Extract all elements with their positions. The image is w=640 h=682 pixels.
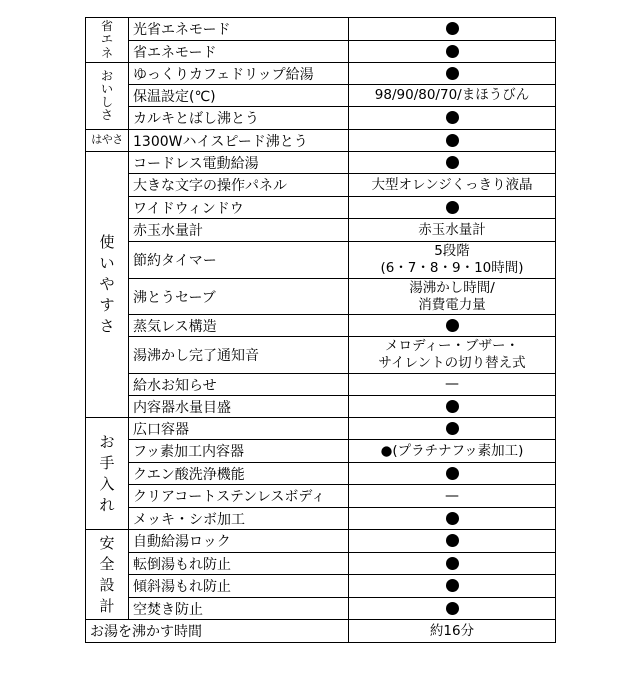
- value-cell: [349, 279, 556, 315]
- filled-circle-icon: [446, 156, 459, 169]
- boil-time-value: 約16分: [349, 620, 556, 643]
- filled-circle-icon: [446, 467, 459, 480]
- table-row: [86, 485, 556, 508]
- value-cell: [349, 130, 556, 152]
- feature-cell: フッ素加工内容器: [129, 440, 349, 463]
- table-row: [86, 508, 556, 530]
- value-cell: [349, 598, 556, 620]
- filled-circle-icon: [446, 67, 459, 80]
- value-cell: [349, 63, 556, 85]
- table-row: [86, 396, 556, 418]
- value-text: 消費電力量: [418, 296, 486, 313]
- value-cell: [349, 374, 556, 396]
- value-cell: [349, 530, 556, 553]
- table-row: [86, 418, 556, 440]
- feature-cell: 沸とうセーブ: [129, 279, 349, 315]
- category-care: [86, 418, 129, 530]
- value-cell: [349, 463, 556, 485]
- table-row: [86, 197, 556, 219]
- spec-table: [85, 17, 556, 643]
- feature-cell: 傾斜湯もれ防止: [129, 575, 349, 598]
- filled-circle-icon: [446, 111, 459, 124]
- table-row: [86, 374, 556, 396]
- feature-cell: 給水お知らせ: [129, 374, 349, 396]
- value-cell: [349, 219, 556, 242]
- filled-circle-icon: [446, 534, 459, 547]
- filled-circle-icon: [446, 45, 459, 58]
- table-row: [86, 530, 556, 553]
- feature-cell: 保温設定(℃): [129, 85, 349, 107]
- value-cell: [349, 553, 556, 575]
- value-text: サイレントの切り替え式: [378, 355, 526, 371]
- boil-time-label: お湯を沸かす時間: [86, 620, 349, 643]
- not-available-dash: —: [445, 487, 459, 504]
- feature-cell: クリアコートステンレスボディ: [129, 485, 349, 508]
- value-text: 赤玉水量計: [418, 221, 486, 238]
- table-row: [86, 41, 556, 63]
- value-cell: [349, 337, 556, 374]
- feature-cell: メッキ・シボ加工: [129, 508, 349, 530]
- table-row: [86, 174, 556, 197]
- table-row: [86, 219, 556, 242]
- not-available-dash: —: [445, 376, 459, 392]
- value-cell: [349, 107, 556, 130]
- table-row: [86, 85, 556, 107]
- feature-cell: 内容器水量目盛: [129, 396, 349, 418]
- value-cell: [349, 18, 556, 41]
- value-cell: [349, 152, 556, 174]
- feature-cell: 1300Wハイスピード沸とう: [129, 130, 349, 152]
- value-cell: [349, 197, 556, 219]
- value-cell: [349, 575, 556, 598]
- value-cell: [349, 396, 556, 418]
- table-row: [86, 315, 556, 337]
- feature-cell: 光省エネモード: [129, 18, 349, 41]
- filled-circle-icon: [446, 512, 459, 525]
- value-cell: [349, 242, 556, 279]
- table-row: [86, 152, 556, 174]
- total-row: [86, 620, 556, 643]
- value-text: 5段階: [434, 243, 470, 259]
- category-label: はやさ: [91, 133, 123, 147]
- feature-cell: 省エネモード: [129, 41, 349, 63]
- feature-cell: 蒸気レス構造: [129, 315, 349, 337]
- value-text: メロディー・ブザー・: [385, 338, 519, 354]
- filled-circle-icon: [446, 579, 459, 592]
- table-row: [86, 107, 556, 130]
- category-speed: [86, 130, 129, 152]
- filled-circle-icon: [446, 400, 459, 413]
- category-eco: [86, 18, 129, 63]
- category-label: お手入れ: [99, 432, 115, 514]
- table-row: [86, 598, 556, 620]
- value-cell: [349, 440, 556, 463]
- table-row: [86, 440, 556, 463]
- filled-circle-icon: [446, 422, 459, 435]
- filled-circle-icon: [446, 134, 459, 147]
- feature-cell: 赤玉水量計: [129, 219, 349, 242]
- category-usability: [86, 152, 129, 418]
- filled-circle-icon: [446, 602, 459, 615]
- category-label: おいしさ: [100, 68, 113, 123]
- feature-cell: ワイドウィンドウ: [129, 197, 349, 219]
- table-row: [86, 279, 556, 315]
- category-label: 省エネ: [100, 19, 113, 60]
- feature-cell: 広口容器: [129, 418, 349, 440]
- table-row: [86, 130, 556, 152]
- feature-cell: ゆっくりカフェドリップ給湯: [129, 63, 349, 85]
- table-row: [86, 553, 556, 575]
- table-row: [86, 63, 556, 85]
- feature-cell: 自動給湯ロック: [129, 530, 349, 553]
- category-safety: [86, 530, 129, 620]
- value-cell: [349, 85, 556, 107]
- value-text: ●(プラチナフッ素加工): [380, 442, 524, 459]
- feature-cell: 空焚き防止: [129, 598, 349, 620]
- table-row: [86, 18, 556, 41]
- filled-circle-icon: [446, 201, 459, 214]
- value-cell: [349, 315, 556, 337]
- feature-cell: 大きな文字の操作パネル: [129, 174, 349, 197]
- value-text: 大型オレンジくっきり液晶: [371, 176, 533, 193]
- feature-cell: 湯沸かし完了通知音: [129, 337, 349, 374]
- table-row: [86, 242, 556, 279]
- value-cell: [349, 485, 556, 508]
- feature-cell: コードレス電動給湯: [129, 152, 349, 174]
- value-text: 98/90/80/70/まほうびん: [374, 87, 530, 103]
- filled-circle-icon: [446, 319, 459, 332]
- value-cell: [349, 508, 556, 530]
- table-row: [86, 337, 556, 374]
- feature-cell: 転倒湯もれ防止: [129, 553, 349, 575]
- table-row: [86, 463, 556, 485]
- category-taste: [86, 63, 129, 130]
- filled-circle-icon: [446, 22, 459, 35]
- feature-cell: 節約タイマー: [129, 242, 349, 279]
- feature-cell: クエン酸洗浄機能: [129, 463, 349, 485]
- value-cell: [349, 41, 556, 63]
- value-text: (6・7・8・9・10時間): [380, 260, 524, 276]
- feature-cell: カルキとばし沸とう: [129, 107, 349, 130]
- value-cell: [349, 174, 556, 197]
- filled-circle-icon: [446, 557, 459, 570]
- value-text: 湯沸かし時間/: [409, 279, 495, 296]
- table-row: [86, 575, 556, 598]
- category-label: 安全設計: [99, 533, 115, 615]
- category-label: 使いやすさ: [99, 233, 115, 335]
- value-cell: [349, 418, 556, 440]
